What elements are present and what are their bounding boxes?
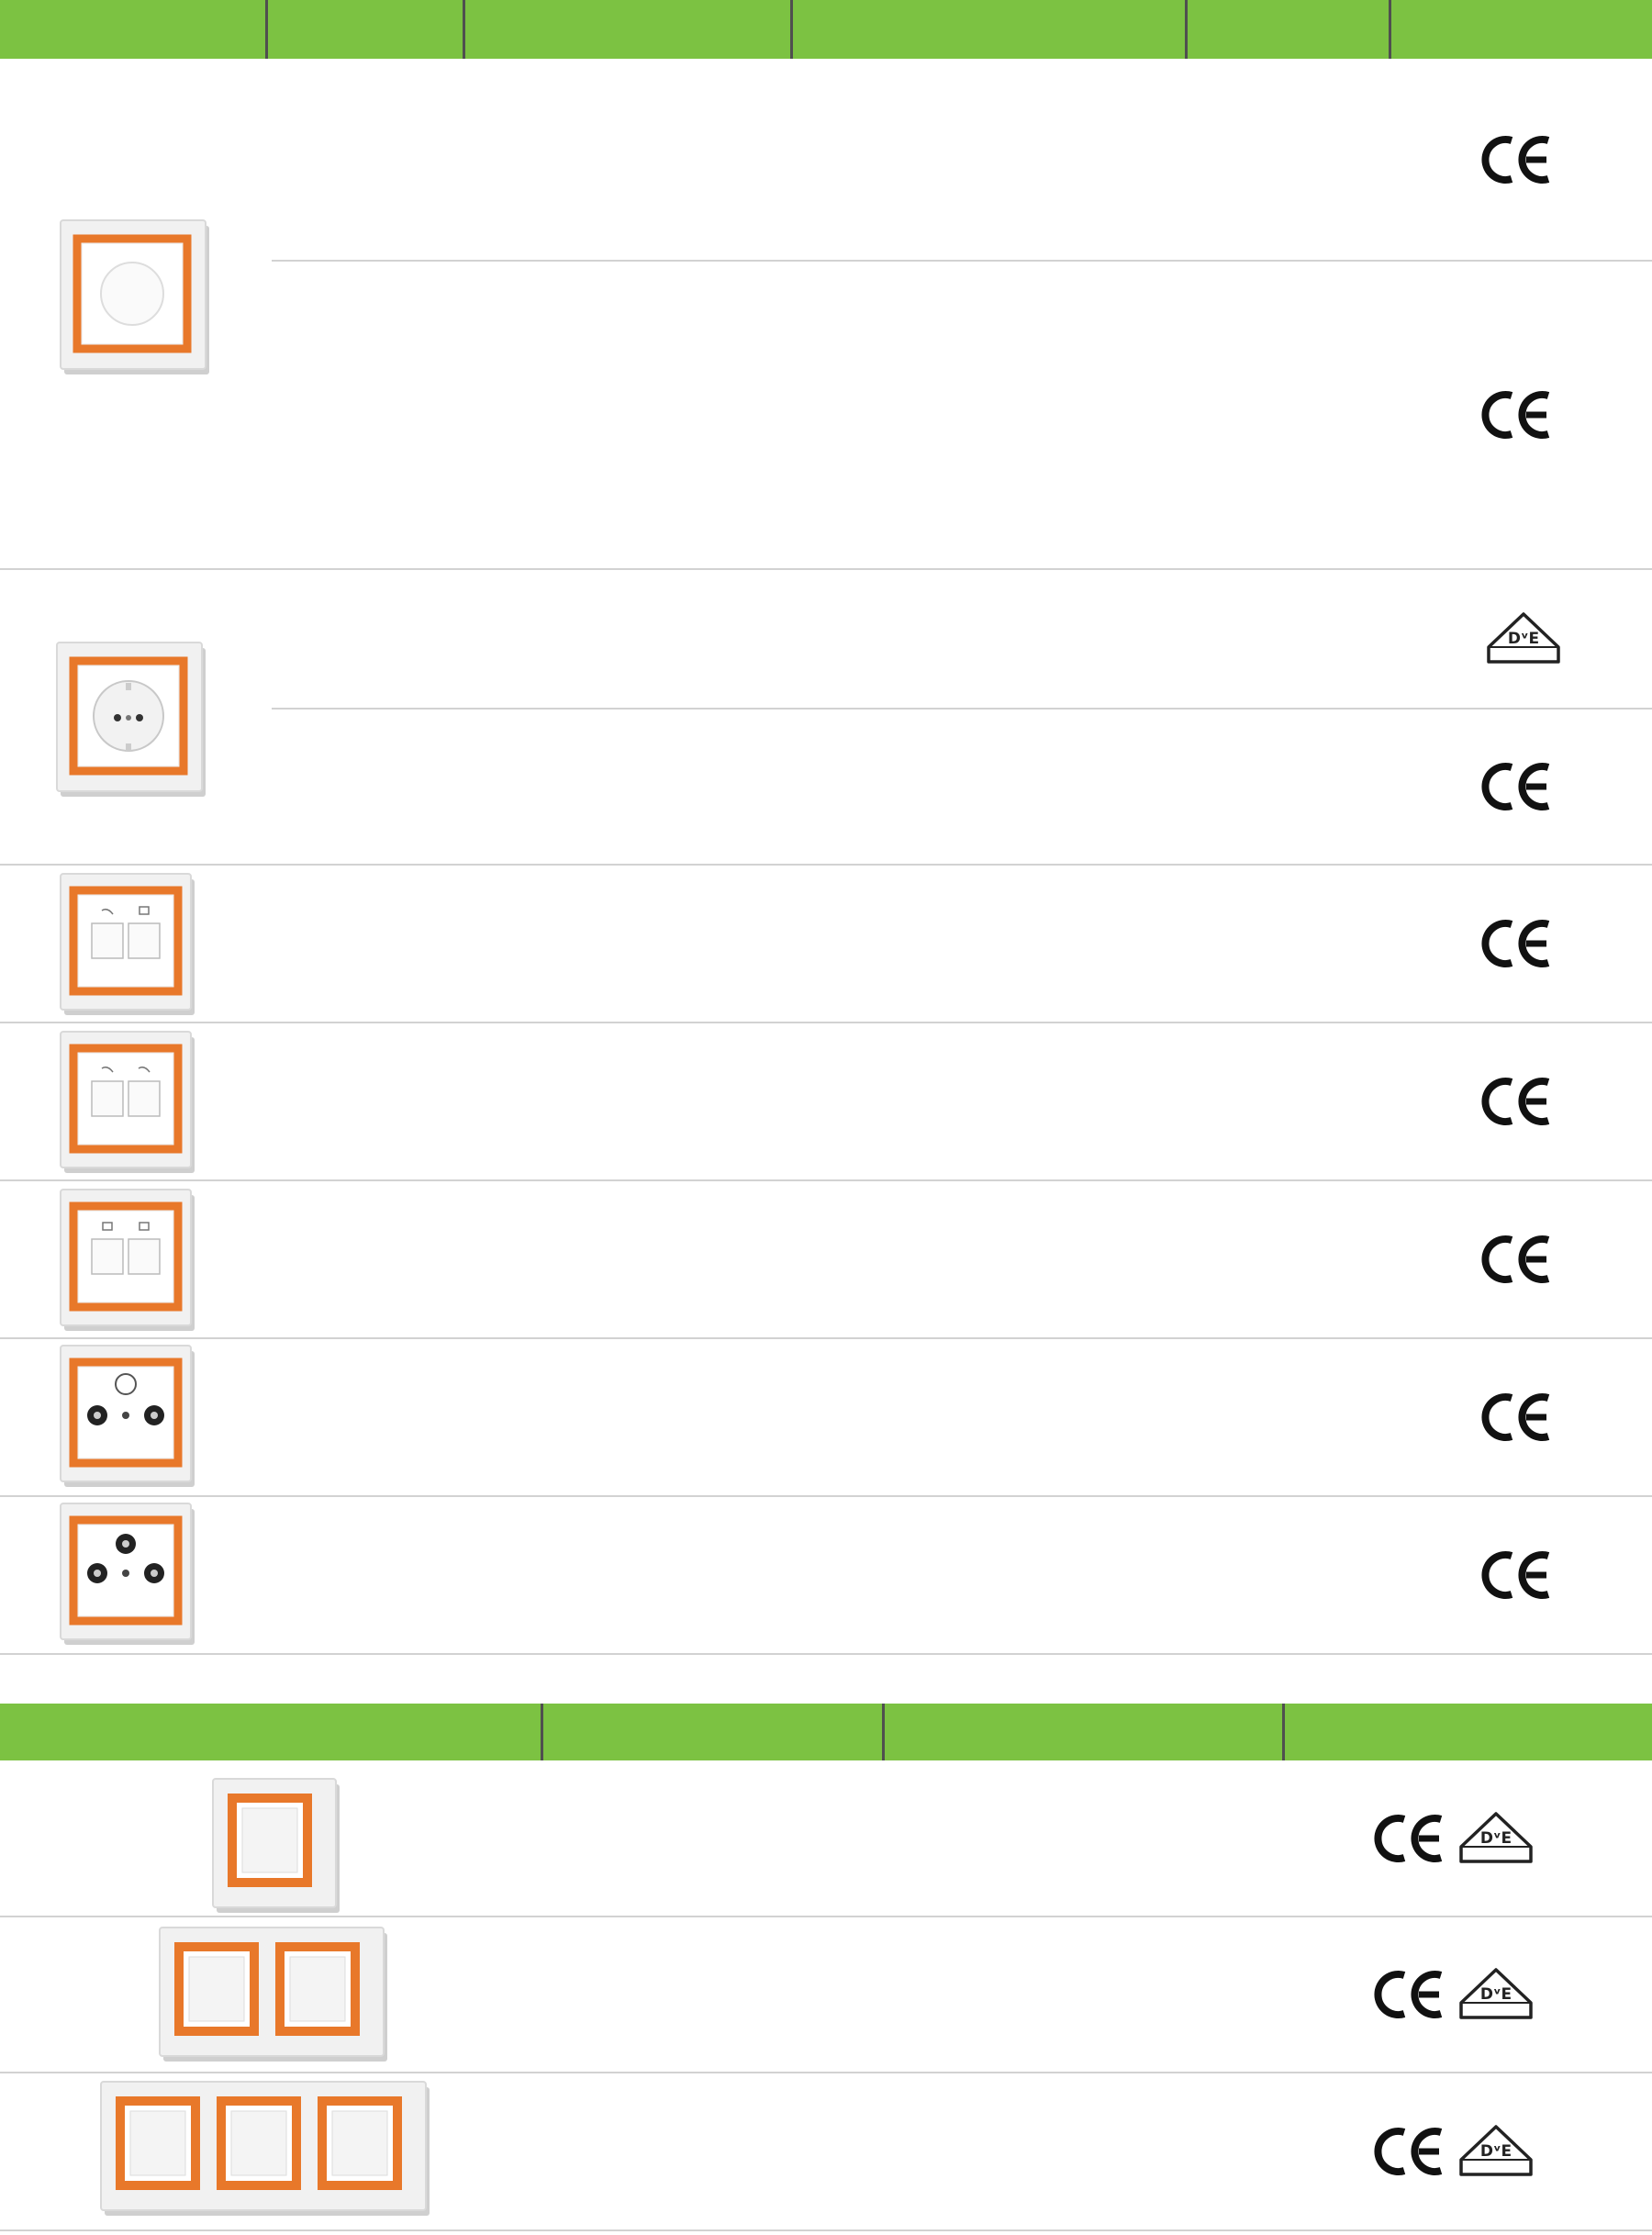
- table1-header: [0, 0, 1652, 59]
- ce-mark-icon: [1480, 762, 1552, 811]
- frame-table: [0, 1704, 1652, 2235]
- ce-mark-icon: [1373, 1970, 1445, 2019]
- ce-mark-icon: [1373, 2127, 1445, 2176]
- svg-text:DᵛE: DᵛE: [1479, 1829, 1512, 1848]
- svg-text:DᵛE: DᵛE: [1479, 2142, 1512, 2161]
- row-divider: [0, 864, 1652, 866]
- row-divider: [0, 2229, 1652, 2231]
- row-divider: [0, 1179, 1652, 1181]
- table2-header-cell: [883, 1704, 1283, 1760]
- table2-header-cell: [1283, 1704, 1652, 1760]
- svg-text:DᵛE: DᵛE: [1479, 1985, 1512, 2004]
- header-divider: [463, 0, 465, 59]
- ce-mark-icon: [1480, 1392, 1552, 1442]
- 2-gang-frame-photo: [158, 1926, 389, 2063]
- svg-text:DᵛE: DᵛE: [1507, 630, 1540, 648]
- row-divider: [272, 708, 1652, 710]
- header-divider: [882, 1704, 885, 1760]
- table1-header-cell: [266, 0, 463, 59]
- ce-mark-icon: [1480, 390, 1552, 440]
- ce-mark-icon: [1373, 1814, 1445, 1863]
- header-divider: [1185, 0, 1188, 59]
- table1-header-cell: [0, 0, 266, 59]
- vde-mark-icon: [1485, 610, 1562, 667]
- table1-header-cell: [791, 0, 1186, 59]
- row-divider: [0, 1653, 1652, 1655]
- 3-gang-frame-photo: [99, 2080, 431, 2218]
- header-divider: [1282, 1704, 1285, 1760]
- vde-mark-icon: [1457, 1966, 1535, 2023]
- table1-header-cell: [1390, 0, 1652, 59]
- header-divider: [1389, 0, 1391, 59]
- vde-mark-icon: [1457, 1810, 1535, 1867]
- schuko-socket-photo: [53, 639, 209, 799]
- 1-gang-frame-photo: [211, 1777, 341, 1915]
- ce-mark-icon: [1480, 1550, 1552, 1600]
- tv-fm-sat-socket-photo: [57, 1500, 199, 1647]
- table2-header-cell: [0, 1704, 541, 1760]
- table1-header-cell: [1186, 0, 1390, 59]
- table2-header: [0, 1704, 1652, 1760]
- table1-header-cell: [463, 0, 791, 59]
- row-divider: [272, 260, 1652, 262]
- row-divider: [0, 2072, 1652, 2073]
- header-divider: [265, 0, 268, 59]
- row-divider: [0, 568, 1652, 570]
- header-divider: [790, 0, 793, 59]
- table2-header-cell: [541, 1704, 883, 1760]
- telephone-socket-photo: [57, 1028, 199, 1175]
- telephone-computer-socket-photo: [57, 870, 199, 1017]
- ce-mark-icon: [1480, 919, 1552, 968]
- row-divider: [0, 1022, 1652, 1023]
- header-divider: [541, 1704, 543, 1760]
- row-divider: [0, 1337, 1652, 1339]
- row-divider: [0, 1495, 1652, 1497]
- vde-mark-icon: [1457, 2123, 1535, 2180]
- computer-socket-photo: [57, 1186, 199, 1333]
- ce-mark-icon: [1480, 135, 1552, 184]
- ce-mark-icon: [1480, 1077, 1552, 1126]
- row-divider: [0, 1916, 1652, 1917]
- tv-fm-socket-photo: [57, 1342, 199, 1489]
- ce-mark-icon: [1480, 1235, 1552, 1284]
- dimmer-switch-photo: [57, 217, 213, 377]
